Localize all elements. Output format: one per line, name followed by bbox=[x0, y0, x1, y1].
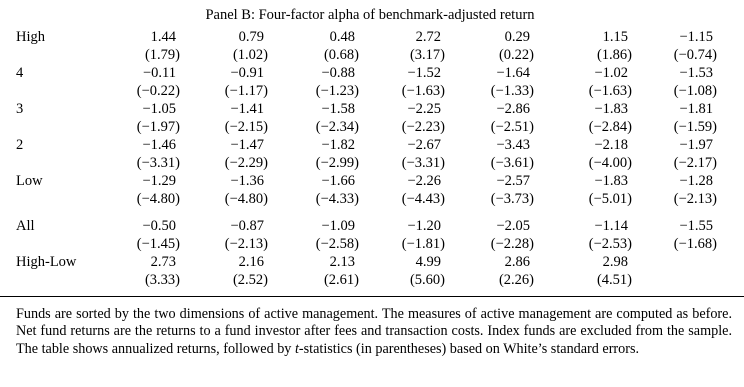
alpha-value-cell: −2.26 bbox=[407, 173, 441, 189]
alpha-value-cell: −1.64 bbox=[496, 65, 530, 81]
alpha-value-cell: −2.86 bbox=[496, 101, 530, 117]
t-stat-cell: (5.60) bbox=[409, 272, 445, 288]
alpha-value-cell: −1.29 bbox=[142, 173, 176, 189]
alpha-value-cell: −1.97 bbox=[679, 137, 713, 153]
alpha-value-cell: −1.53 bbox=[679, 65, 713, 81]
t-stat-cell: (−3.31) bbox=[401, 155, 445, 171]
t-stat-cell: (−2.34) bbox=[315, 119, 359, 135]
t-stat-cell: (−1.81) bbox=[401, 236, 445, 252]
alpha-value-cell: 2.98 bbox=[602, 254, 628, 270]
alpha-value-cell: −2.18 bbox=[594, 137, 628, 153]
alpha-value-cell: −1.14 bbox=[594, 218, 628, 234]
note-text-2: -statistics (in parentheses) based on White’s standard errors. bbox=[298, 340, 640, 357]
t-stat-cell: (0.22) bbox=[498, 47, 534, 63]
alpha-value-cell: −1.66 bbox=[321, 173, 355, 189]
alpha-value-cell: 2.13 bbox=[329, 254, 355, 270]
alpha-value-cell: −0.87 bbox=[230, 218, 264, 234]
alpha-value-cell: 1.15 bbox=[602, 29, 628, 45]
alpha-value-cell: −1.05 bbox=[142, 101, 176, 117]
note-text-1: Funds are sorted by the two dimensions of active management. The measures of active management are computed as before. Net fund returns are the returns to a fund investor after fees and transaction costs. Index funds are excluded from the sample. The table shows annualized returns, followed by bbox=[16, 306, 732, 357]
t-stat-cell: (−2.29) bbox=[224, 155, 268, 171]
row-label: 3 bbox=[16, 101, 24, 117]
panel-title-text: Panel B: Four-factor alpha of benchmark-adjusted return bbox=[205, 7, 535, 23]
alpha-value-cell: −1.47 bbox=[230, 137, 264, 153]
t-stat-cell: (−2.51) bbox=[490, 119, 534, 135]
t-stat-cell: (−3.73) bbox=[490, 191, 534, 207]
alpha-value-cell: −0.11 bbox=[142, 65, 176, 81]
alpha-value-cell: −1.20 bbox=[407, 218, 441, 234]
t-stat-cell: (−3.31) bbox=[136, 155, 180, 171]
t-stat-cell: (−1.68) bbox=[673, 236, 717, 252]
row-label: Low bbox=[16, 173, 43, 189]
t-stat-cell: (−3.61) bbox=[490, 155, 534, 171]
t-stat-cell: (4.51) bbox=[596, 272, 632, 288]
t-stat-cell: (−0.74) bbox=[673, 47, 717, 63]
row-label: High bbox=[16, 29, 45, 45]
t-stat-cell: (−2.28) bbox=[490, 236, 534, 252]
alpha-value-cell: −1.83 bbox=[594, 101, 628, 117]
alpha-value-cell: −3.43 bbox=[496, 137, 530, 153]
row-label: High-Low bbox=[16, 254, 77, 270]
alpha-value-cell: −2.25 bbox=[407, 101, 441, 117]
t-stat-cell: (−2.99) bbox=[315, 155, 359, 171]
t-stat-cell: (−1.63) bbox=[588, 83, 632, 99]
t-stat-cell: (1.79) bbox=[144, 47, 180, 63]
t-stat-cell: (1.02) bbox=[232, 47, 268, 63]
t-stat-cell: (−0.22) bbox=[136, 83, 180, 99]
alpha-value-cell: −1.15 bbox=[679, 29, 713, 45]
row-label: 2 bbox=[16, 137, 24, 153]
t-stat-cell: (−4.43) bbox=[401, 191, 445, 207]
alpha-value-cell: −2.05 bbox=[496, 218, 530, 234]
alpha-value-cell: −2.57 bbox=[496, 173, 530, 189]
alpha-value-cell: −1.82 bbox=[321, 137, 355, 153]
table-bottom-rule bbox=[0, 296, 744, 297]
alpha-value-cell: −1.46 bbox=[142, 137, 176, 153]
alpha-value-cell: −0.91 bbox=[230, 65, 264, 81]
t-stat-cell: (−1.17) bbox=[224, 83, 268, 99]
alpha-value-cell: −1.83 bbox=[594, 173, 628, 189]
t-stat-cell: (−2.58) bbox=[315, 236, 359, 252]
row-label: 4 bbox=[16, 65, 24, 81]
alpha-value-cell: 0.79 bbox=[238, 29, 264, 45]
alpha-value-cell: −1.28 bbox=[679, 173, 713, 189]
alpha-value-cell: 2.72 bbox=[415, 29, 441, 45]
t-stat-cell: (3.17) bbox=[409, 47, 445, 63]
alpha-value-cell: 1.44 bbox=[150, 29, 176, 45]
t-stat-cell: (−2.84) bbox=[588, 119, 632, 135]
alpha-value-cell: 0.48 bbox=[329, 29, 355, 45]
t-stat-cell: (−2.53) bbox=[588, 236, 632, 252]
alpha-value-cell: −1.58 bbox=[321, 101, 355, 117]
t-stat-cell: (3.33) bbox=[144, 272, 180, 288]
alpha-value-cell: −0.50 bbox=[142, 218, 176, 234]
note-t-symbol: t bbox=[294, 340, 299, 357]
t-stat-cell: (−4.33) bbox=[315, 191, 359, 207]
t-stat-cell: (−1.97) bbox=[136, 119, 180, 135]
t-stat-cell: (−2.17) bbox=[673, 155, 717, 171]
t-stat-cell: (−5.01) bbox=[588, 191, 632, 207]
alpha-value-cell: −1.41 bbox=[230, 101, 264, 117]
t-stat-cell: (−1.23) bbox=[315, 83, 359, 99]
t-stat-cell: (0.68) bbox=[323, 47, 359, 63]
alpha-value-cell: −1.02 bbox=[594, 65, 628, 81]
panel-title bbox=[0, 7, 744, 24]
alpha-value-cell: −1.81 bbox=[679, 101, 713, 117]
t-stat-cell: (−1.59) bbox=[673, 119, 717, 135]
t-stat-cell: (−1.63) bbox=[401, 83, 445, 99]
alpha-value-cell: 2.73 bbox=[150, 254, 176, 270]
t-stat-cell: (−4.00) bbox=[588, 155, 632, 171]
alpha-value-cell: 4.99 bbox=[415, 254, 441, 270]
alpha-value-cell: −1.36 bbox=[230, 173, 264, 189]
alpha-value-cell: 2.86 bbox=[504, 254, 530, 270]
alpha-value-cell: −1.09 bbox=[321, 218, 355, 234]
t-stat-cell: (−1.33) bbox=[490, 83, 534, 99]
t-stat-cell: (2.61) bbox=[323, 272, 359, 288]
t-stat-cell: (−4.80) bbox=[224, 191, 268, 207]
alpha-value-cell: −1.52 bbox=[407, 65, 441, 81]
table-note bbox=[16, 306, 732, 358]
t-stat-cell: (2.26) bbox=[498, 272, 534, 288]
t-stat-cell: (−2.15) bbox=[224, 119, 268, 135]
t-stat-cell: (−4.80) bbox=[136, 191, 180, 207]
t-stat-cell: (−2.23) bbox=[401, 119, 445, 135]
t-stat-cell: (1.86) bbox=[596, 47, 632, 63]
t-stat-cell: (−2.13) bbox=[224, 236, 268, 252]
alpha-value-cell: 2.16 bbox=[238, 254, 264, 270]
alpha-value-cell: −2.67 bbox=[407, 137, 441, 153]
t-stat-cell: (−2.13) bbox=[673, 191, 717, 207]
alpha-value-cell: −1.55 bbox=[679, 218, 713, 234]
t-stat-cell: (−1.45) bbox=[136, 236, 180, 252]
alpha-value-cell: 0.29 bbox=[504, 29, 530, 45]
alpha-value-cell: −0.88 bbox=[321, 65, 355, 81]
t-stat-cell: (2.52) bbox=[232, 272, 268, 288]
t-stat-cell: (−1.08) bbox=[673, 83, 717, 99]
row-label: All bbox=[16, 218, 35, 234]
